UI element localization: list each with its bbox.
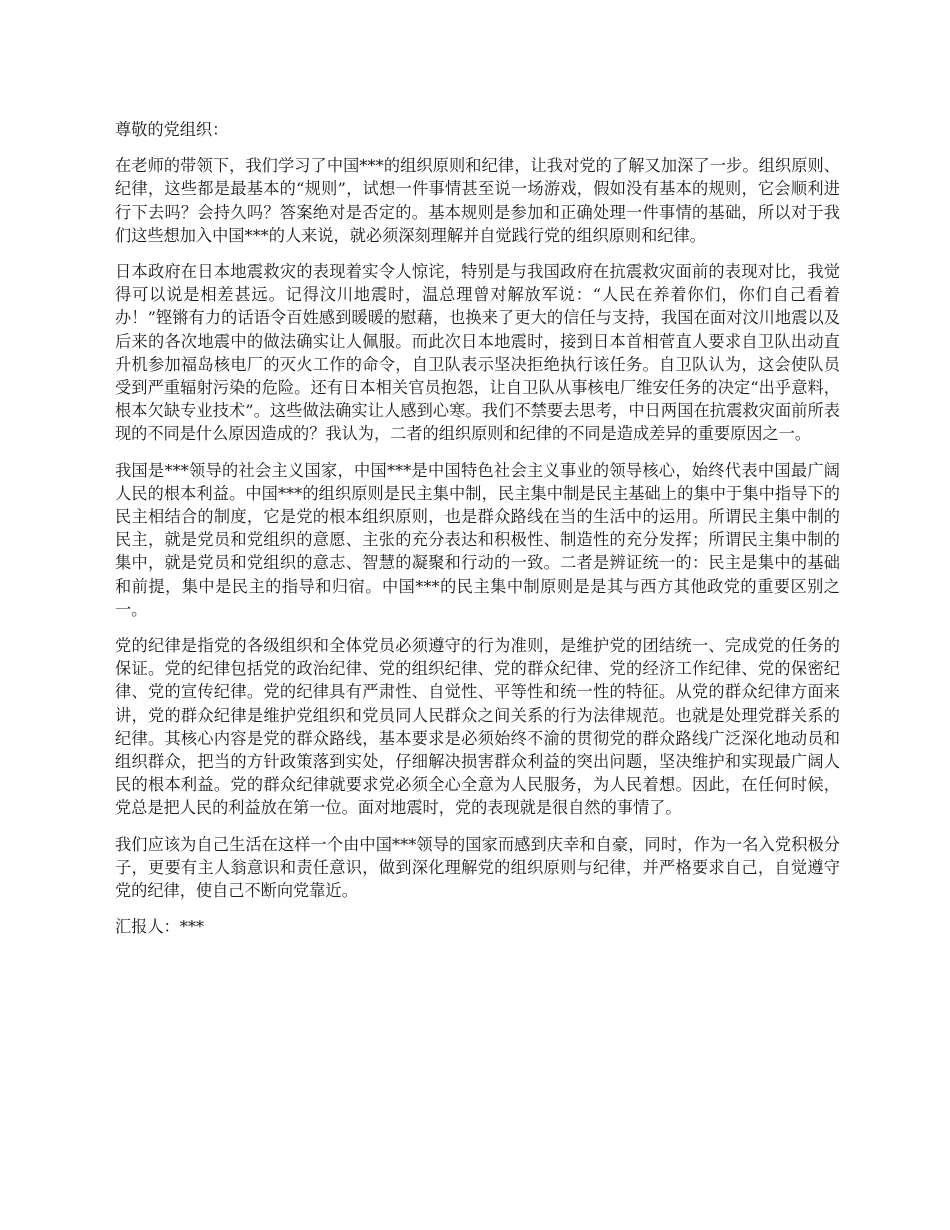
salutation: 尊敬的党组织： — [115, 120, 229, 139]
signature: 汇报人：*** — [115, 917, 205, 937]
paragraph-organization-principles: 在老师的带领下，我们学习了中国***的组织原则和纪律，让我对党的了解又加深了一步。组织原则、纪律，这些都是最基本的“规则”，试想一件事情甚至说一场游戏，假如没有基本的规则，它会顺利进行下去吗？会持久吗？答案绝对是否定的。基本规则是参加和正确处理一件事情的基础，所以对于我们这些想加入中国***的人来说，就必须深刻理解并自觉践行党的组织原则和纪律。 — [115, 156, 840, 245]
paragraph-party-discipline: 党的纪律是指党的各级组织和全体党员必须遵守的行为准则，是维护党的团结统一、完成党的任务的保证。党的纪律包括党的政治纪律、党的组织纪律、党的群众纪律、党的经济工作纪律、党的保密纪律、党的宣传纪律。党的纪律具有严肃性、自觉性、平等性和统一性的特征。从党的群众纪律方面来讲，党的群众纪律是维护党组织和党员同人民群众之间关系的行为法律规范。也就是处理党群关系的纪律。其核心内容是党的群众路线，基本要求是必须始终不渝的贯彻党的群众路线广泛深化地动员和组织群众，把当的方针政策落到实处，仔细解决损害群众利益的突出问题，坚决维护和实现最广阔人民的根本利益。党的群众纪律就要求党必须全心全意为人民服务，为人民着想。因此，在任何时候，党总是把人民的利益放在第一位。面对地震时，党的表现就是很自然的事情了。 — [115, 636, 840, 818]
paragraph-conclusion: 我们应该为自己生活在这样一个由中国***领导的国家而感到庆幸和自豪，同时，作为一名入党积极分子，更要有主人翁意识和责任意识，做到深化理解党的组织原则与纪律，并严格要求自己，自觉遵守党的纪律，使自己不断向党靠近。 — [115, 834, 840, 901]
document-page — [115, 118, 840, 952]
paragraph-japan-comparison: 日本政府在日本地震救灾的表现着实令人惊诧，特别是与我国政府在抗震救灾面前的表现对比，我觉得可以说是相差甚远。记得汶川地震时，温总理曾对解放军说：“人民在养着你们，你们自己看着办！”铿锵有力的话语令百姓感到暖暖的慰藉，也换来了更大的信任与支持，我国在面对汶川地震以及后来的各次地震中的做法确实让人佩服。而此次日本地震时，接到日本首相菅直人要求自卫队出动直升机参加福岛核电厂的灭火工作的命令，自卫队表示坚决拒绝执行该任务。自卫队认为，这会使队员受到严重辐射污染的危险。还有日本相关官员抱怨，让自卫队从事核电厂维安任务的决定“出乎意料，根本欠缺专业技术”。这些做法确实让人感到心寒。我们不禁要去思考，中日两国在抗震救灾面前所表现的不同是什么原因造成的？我认为，二者的组织原则和纪律的不同是造成差异的重要原因之一。 — [115, 262, 840, 444]
paragraph-democratic-centralism: 我国是***领导的社会主义国家，中国***是中国特色社会主义事业的领导核心，始终代表中国最广阔人民的根本利益。中国***的组织原则是民主集中制，民主集中制是民主基础上的集中于集中指导下的民主相结合的制度，它是党的根本组织原则，也是群众路线在当的生活中的运用。所谓民主集中制的民主，就是党员和党组织的意愿、主张的充分表达和积极性、制造性的充分发挥；所谓民主集中制的集中，就是党员和党组织的意志、智慧的凝聚和行动的一致。二者是辨证统一的：民主是集中的基础和前提，集中是民主的指导和归宿。中国***的民主集中制原则是是其与西方其他政党的重要区别之一。 — [115, 460, 840, 619]
